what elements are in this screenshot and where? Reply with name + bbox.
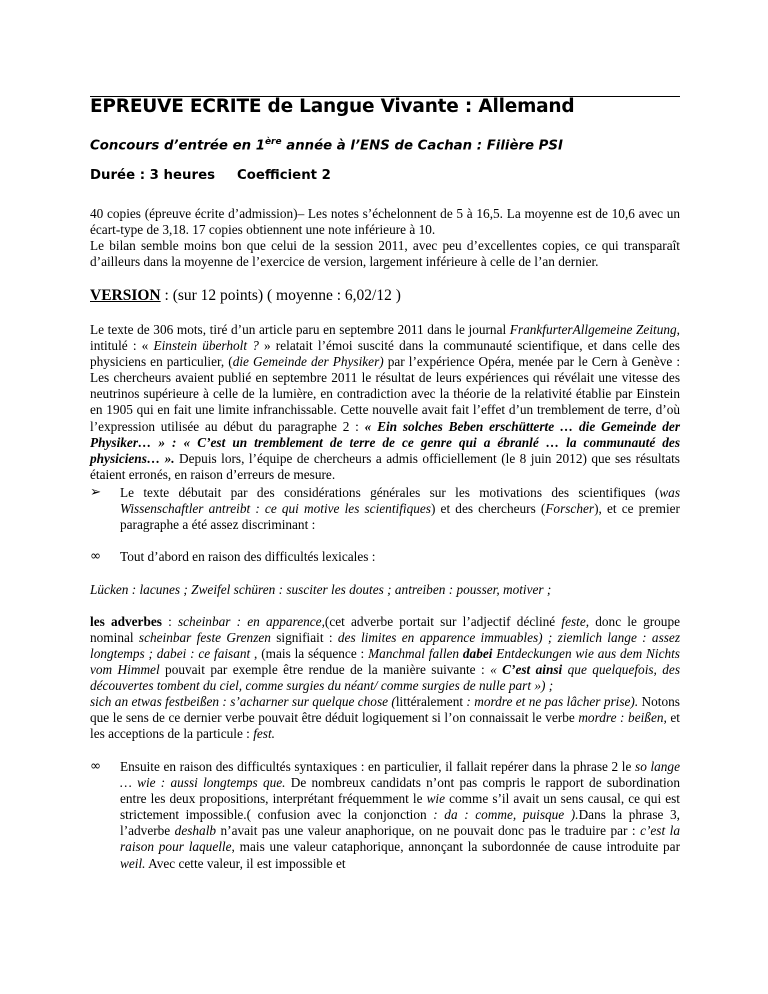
- text-summary-paragraph: Le texte de 306 mots, tiré d’un article paru en septembre 2011 dans le journal FrankfurterAllgemeine Zeitung, intitulé : « Einstein überholt ? » relatait l’émoi suscité dans la communauté scientifique, et dans celle des physiciens en particulier, (die Gemeinde der Physiker) par l’expérience Opéra, menée par le Cern à Genève : Les chercheurs avaient publié en septembre 2011 le résultat de leurs expériences qui révélait une vitesse des neutrinos supérieure à celle de la lumière, en contradiction avec la théorie de la relativité établie par Einstein en 1905 qui en fait une limite infranchissable. Cette nouvelle avait fait l’effet d’un tremblement de terre, d’où l’expression utilisée au début du paragraphe 2 : « Ein solches Beben erschütterte … die Gemeinde der Physiker… » : « C’est un tremblement de terre de ce genre qui a ébranlé … la communauté des physiciens… ». Depuis lors, l’équipe de chercheurs a admis officiellement (le 8 juin 2012) que ses résultats étaient erronés, en raison d’erreurs de mesure.: [90, 322, 681, 482]
- list-item-syntax: ∞ Ensuite en raison des difficultés syntaxiques : en particulier, il fallait repérer dans la phrase 2 le so lange … wie : aussi longtemps que. De nombreux candidats n’ont pas compris le rapport de subordination entre les deux propositions, interprétant fréquemment le wie comme s’il avait un sens causal, ce qui est strictement impossible.( confusion avec la conjonction : da : comme, puisque ).Dans la phrase 3, l’adverbe deshalb n’avait pas une valeur anaphorique, on ne pouvait donc pas le traduire par : c’est la raison pour laquelle, mais une valeur cataphorique, annonçant la subordonnée de cause introduite par weil. Avec cette valeur, il est impossible et: [90, 759, 681, 871]
- coefficient: Coefficient 2: [237, 168, 331, 183]
- arrow-bullet-icon: ➢: [90, 485, 102, 500]
- bilan-paragraph: Le bilan semble moins bon que celui de la session 2011, avec peu d’excellentes copies, ce qui transparaît d’ailleurs dans la moyenne de l’exercice de version, largement inférieure à celle de l’an dernier.: [90, 238, 680, 270]
- list-item-lexical: ∞ Tout d’abord en raison des difficultés lexicales :: [90, 549, 376, 564]
- infinity-bullet-icon: ∞: [90, 759, 102, 774]
- intro-paragraph: 40 copies (épreuve écrite d’admission)– Les notes s’échelonnent de 5 à 16,5. La moyenne est de 10,6 avec un écart-type de 3,18. 17 copies obtiennent une note inférieure à 10.: [90, 206, 680, 238]
- festbeissen-paragraph: sich an etwas festbeißen : s’acharner sur quelque chose (littéralement : mordre et ne pas lâcher prise). Notons que le sens de ce dernier verbe pouvait être déduit logiquement si l’on connaissait le verbe mordre : beißen, et les acceptions de la particule : fest.: [90, 694, 680, 742]
- duration: Durée : 3 heures: [90, 168, 215, 183]
- version-heading: VERSION : (sur 12 points) ( moyenne : 6,02/12 ): [90, 287, 401, 304]
- adverbs-paragraph: les adverbes : scheinbar : en apparence,(cet adverbe portait sur l’adjectif décliné feste, donc le groupe nominal scheinbar feste Grenzen signifiait : des limites en apparence immuables) ; ziemlich lange : assez longtemps ; dabei : ce faisant , (mais la séquence : Manchmal fallen dabei Entdeckungen wie aus dem Nichts vom Himmel pouvait par exemple être rendue de la manière suivante : « C’est ainsi que quelquefois, des découvertes tombent du ciel, comme surgies du néant/ comme surgies de nulle part ») ;: [90, 614, 681, 694]
- page-title: EPREUVE ECRITE de Langue Vivante : Allemand: [90, 96, 575, 117]
- lexicon-paragraph: Lücken : lacunes ; Zweifel schüren : susciter les doutes ; antreiben : pousser, motiver ;: [90, 582, 552, 597]
- infinity-bullet-icon: ∞: [90, 549, 102, 564]
- exam-meta: [90, 168, 331, 184]
- page-subtitle: Concours d’entrée en 1ère année à l’ENS de Cachan : Filière PSI: [90, 137, 563, 154]
- intro-section: [90, 206, 680, 270]
- list-item-arrow: ➢ Le texte débutait par des considérations générales sur les motivations des scientifiques (was Wissenschaftler antreibt : ce qui motive les scientifiques) et des chercheurs (Forscher), et ce premier paragraphe a été assez discriminant :: [90, 485, 680, 533]
